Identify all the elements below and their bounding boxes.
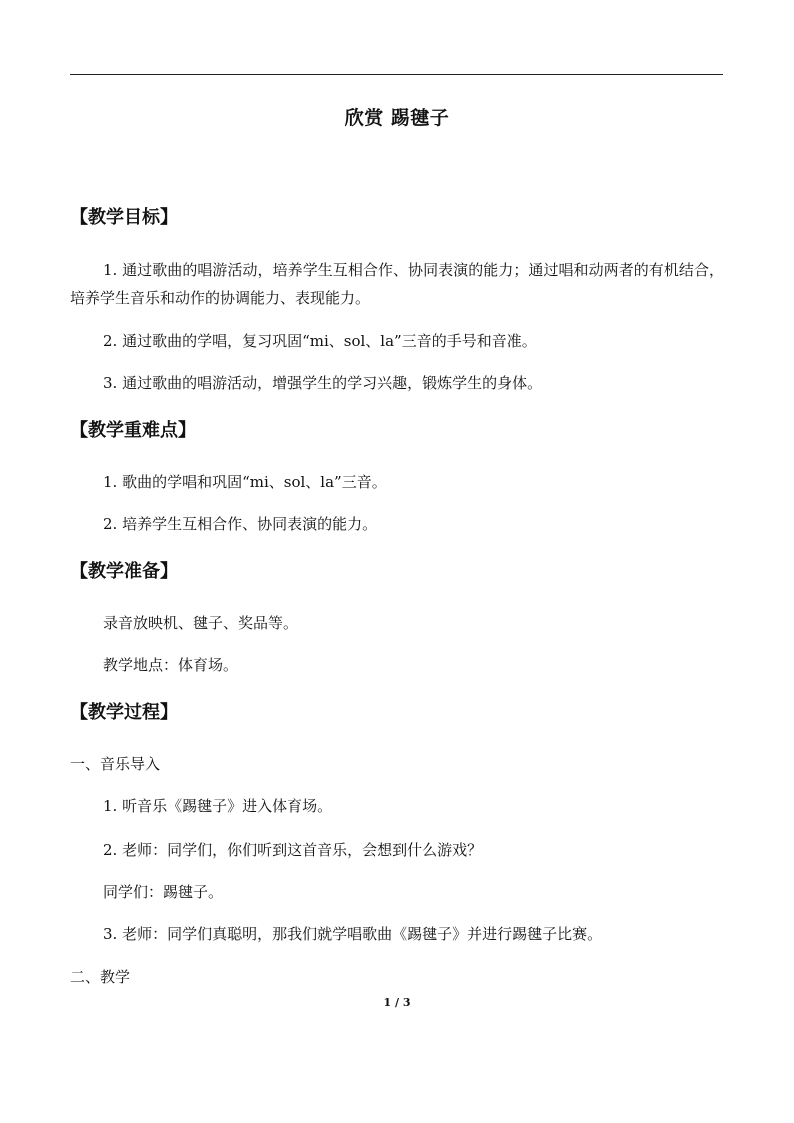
objective-item-1: 1. 通过歌曲的唱游活动，培养学生互相合作、协同表演的能力；通过唱和动两者的有机结合，培养学生音乐和动作的协调能力、表现能力。	[70, 261, 724, 307]
process-part-two-heading: 二、教学	[70, 968, 131, 986]
header-rule	[70, 74, 723, 75]
document-title: 欣赏 踢毽子	[344, 107, 450, 129]
section-heading-process: 【教学过程】	[70, 702, 178, 723]
process-item-2: 2. 老师：同学们，你们听到这首音乐，会想到什么游戏？	[103, 841, 483, 859]
key-point-item-2: 2. 培养学生互相合作、协同表演的能力。	[103, 515, 378, 533]
section-heading-objectives: 【教学目标】	[70, 207, 178, 228]
section-heading-preparation: 【教学准备】	[70, 561, 178, 582]
preparation-item-2: 教学地点：体育场。	[103, 656, 239, 674]
process-item-4: 3. 老师：同学们真聪明，那我们就学唱歌曲《踢毽子》并进行踢毽子比赛。	[103, 925, 603, 943]
key-point-item-1: 1. 歌曲的学唱和巩固“mi、sol、la”三音。	[103, 473, 387, 491]
objective-item-2: 2. 通过歌曲的学唱，复习巩固“mi、sol、la”三音的手号和音准。	[103, 332, 537, 350]
process-item-1: 1. 听音乐《踢毽子》进入体育场。	[103, 797, 333, 815]
section-heading-key-points: 【教学重难点】	[70, 420, 196, 441]
preparation-item-1: 录音放映机、毽子、奖品等。	[103, 614, 299, 632]
process-part-one-heading: 一、音乐导入	[70, 755, 161, 773]
objective-item-3: 3. 通过歌曲的唱游活动，增强学生的学习兴趣，锻炼学生的身体。	[103, 374, 543, 392]
page-number: 1 / 3	[383, 996, 411, 1009]
process-item-3: 同学们：踢毽子。	[103, 883, 224, 901]
